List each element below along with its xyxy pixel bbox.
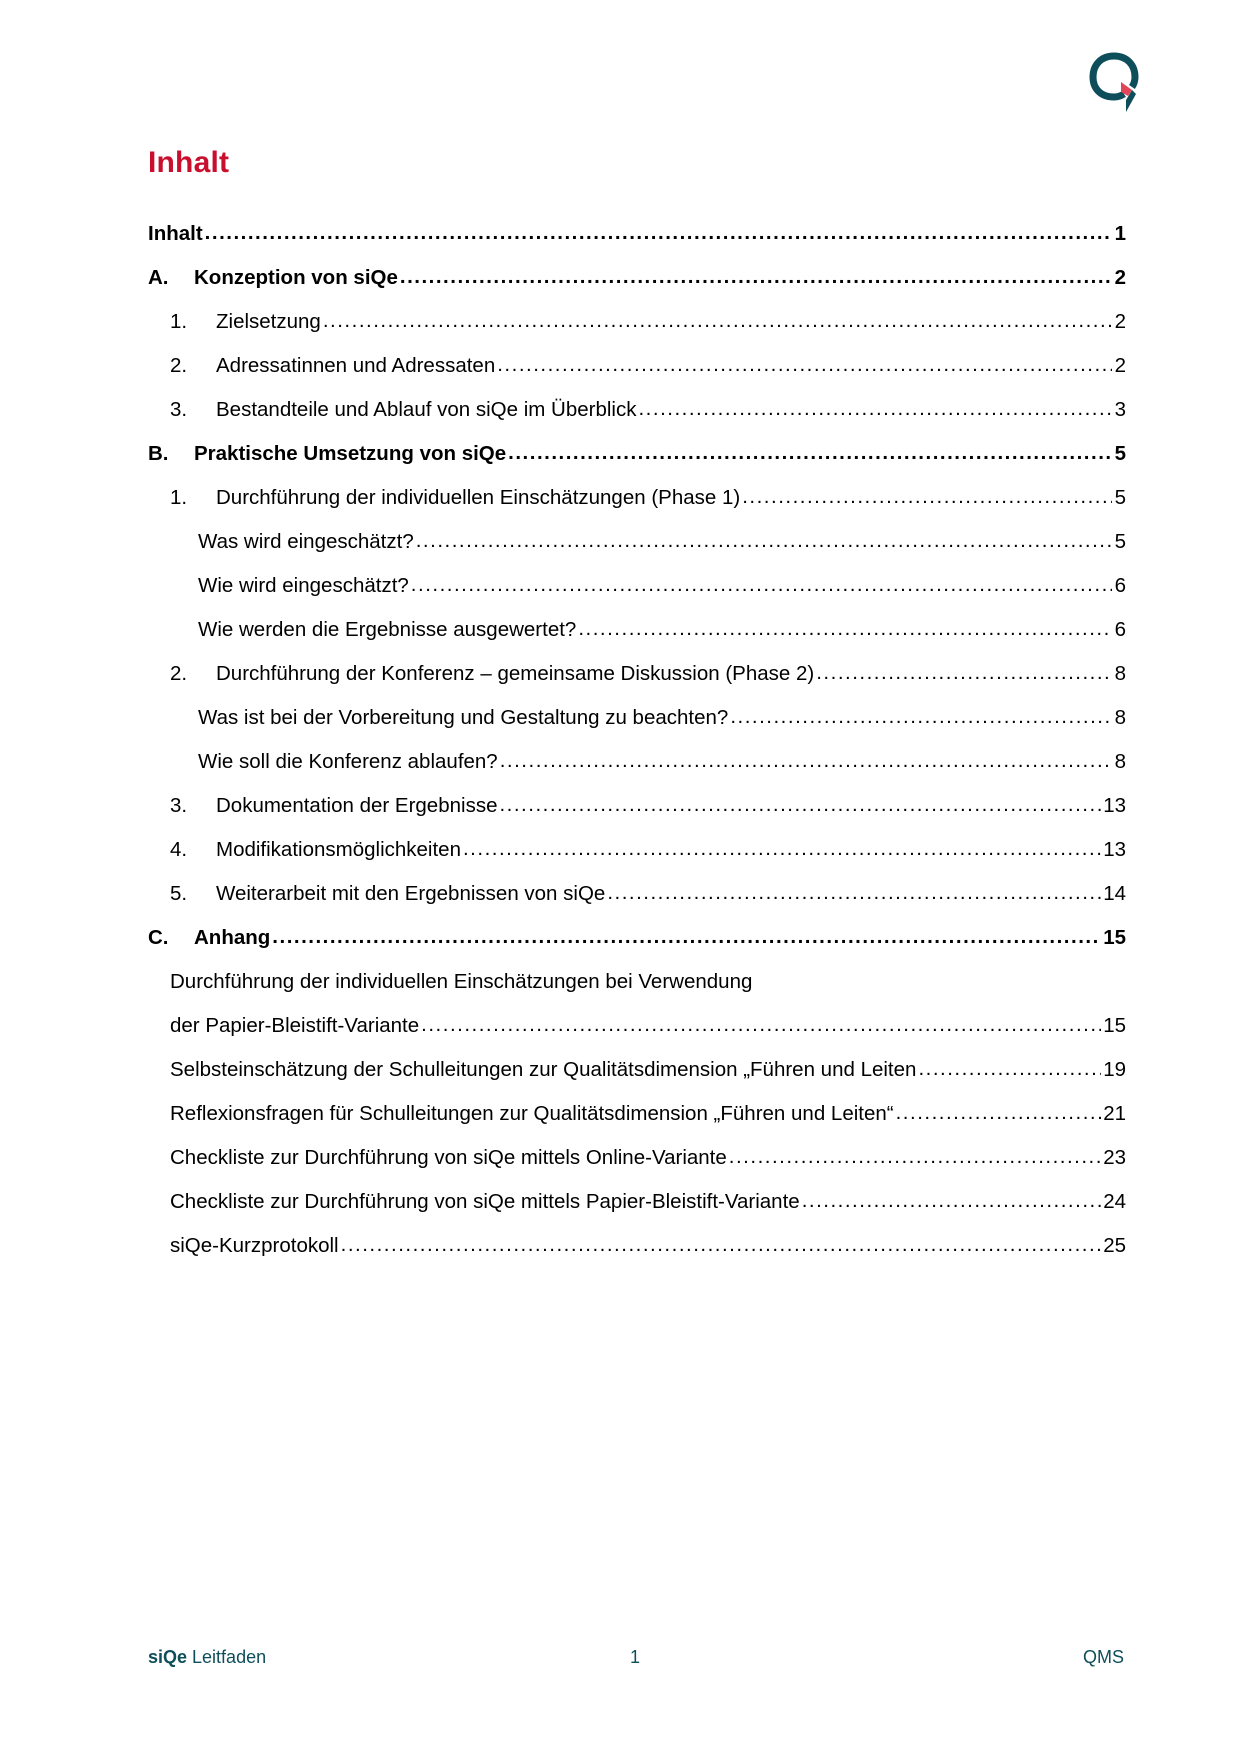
toc-entry-title: Dokumentation der Ergebnisse: [216, 794, 498, 817]
toc-dot-leader: [578, 617, 1112, 641]
toc-entry-page: 15: [1103, 926, 1126, 949]
toc-entry-page: 19: [1103, 1058, 1126, 1081]
toc-dot-leader: [499, 793, 1101, 817]
toc-dot-leader: [896, 1101, 1102, 1125]
toc-entry[interactable]: [148, 750, 1126, 794]
toc-entry-title: Konzeption von siQe: [194, 266, 398, 289]
toc-entry-page: 25: [1103, 1234, 1126, 1257]
toc-entry-title: Selbsteinschätzung der Schulleitungen zur Qualitätsdimension „Führen und Leiten: [170, 1058, 917, 1081]
toc-dot-leader: [729, 1145, 1101, 1169]
toc-entry-page: 2: [1114, 310, 1126, 333]
toc-entry-page: 14: [1103, 882, 1126, 905]
toc-entry-title: Praktische Umsetzung von siQe: [194, 442, 507, 465]
toc-entry-number: 3.: [170, 794, 188, 817]
toc-entry[interactable]: [148, 794, 1126, 838]
toc-entry-page: 24: [1103, 1190, 1126, 1213]
toc-entry-title: Reflexionsfragen für Schulleitungen zur Qualitätsdimension „Führen und Leiten“: [170, 1102, 894, 1125]
toc-entry-title: Zielsetzung: [216, 310, 321, 333]
toc-entry[interactable]: [148, 354, 1126, 398]
toc-dot-leader: [816, 661, 1112, 685]
toc-entry[interactable]: [148, 222, 1126, 266]
toc-entry-page: 2: [1114, 266, 1126, 289]
toc-entry-title: Checkliste zur Durchführung von siQe mittels Online-Variante: [170, 1146, 727, 1169]
toc-entry-title: der Papier-Bleistift-Variante: [170, 1014, 420, 1037]
toc-entry[interactable]: [148, 442, 1126, 486]
toc-entry-page: 3: [1114, 398, 1126, 421]
toc-dot-leader: [508, 441, 1112, 465]
footer-organization: QMS: [1082, 1647, 1124, 1667]
toc-dot-leader: [500, 749, 1112, 773]
toc-entry-page: 1: [1114, 222, 1126, 245]
toc-entry-title: Was ist bei der Vorbereitung und Gestaltung zu beachten?: [198, 706, 729, 729]
toc-entry[interactable]: [148, 882, 1126, 926]
footer-doc-label: Leitfaden: [187, 1647, 267, 1667]
toc-entry-page: 5: [1114, 530, 1126, 553]
toc-entry[interactable]: [148, 266, 1126, 310]
toc-dot-leader: [272, 925, 1101, 949]
toc-entry[interactable]: [148, 618, 1126, 662]
toc-dot-leader: [802, 1189, 1102, 1213]
toc-entry-page: 8: [1114, 706, 1126, 729]
toc-entry[interactable]: [148, 970, 1126, 1014]
toc-entry-number: 2.: [170, 354, 188, 377]
toc-dot-leader: [497, 353, 1112, 377]
toc-entry-number: 2.: [170, 662, 188, 685]
toc-dot-leader: [638, 397, 1112, 421]
toc-entry[interactable]: [148, 1146, 1126, 1190]
toc-dot-leader: [918, 1057, 1101, 1081]
toc-entry-title: Checkliste zur Durchführung von siQe mittels Papier-Bleistift-Variante: [170, 1190, 800, 1213]
toc-entry-page: 8: [1114, 662, 1126, 685]
toc-entry-title: siQe-Kurzprotokoll: [170, 1234, 339, 1257]
toc-entry-page: 5: [1114, 486, 1126, 509]
toc-entry-title: Anhang: [194, 926, 271, 949]
table-of-contents: [148, 222, 1126, 1278]
toc-dot-leader: [607, 881, 1101, 905]
toc-dot-leader: [205, 221, 1112, 245]
toc-entry[interactable]: [148, 662, 1126, 706]
page-title: Inhalt: [148, 146, 230, 179]
toc-entry[interactable]: [148, 1234, 1126, 1278]
toc-entry-page: 6: [1114, 618, 1126, 641]
toc-entry-page: 15: [1103, 1014, 1126, 1037]
toc-dot-leader: [742, 485, 1112, 509]
toc-entry-number: C.: [148, 926, 169, 949]
toc-entry[interactable]: [148, 1058, 1126, 1102]
toc-entry-title: Durchführung der individuellen Einschätzungen (Phase 1): [216, 486, 741, 509]
toc-entry[interactable]: [148, 574, 1126, 618]
toc-dot-leader: [730, 705, 1112, 729]
toc-dot-leader: [400, 265, 1112, 289]
toc-entry-number: 4.: [170, 838, 188, 861]
toc-entry-title: Weiterarbeit mit den Ergebnissen von siQe: [216, 882, 606, 905]
toc-entry-title: Wie wird eingeschätzt?: [198, 574, 409, 597]
toc-entry-page: 2: [1114, 354, 1126, 377]
toc-entry[interactable]: [148, 1190, 1126, 1234]
toc-dot-leader: [411, 573, 1112, 597]
toc-dot-leader: [421, 1013, 1101, 1037]
toc-entry-number: 3.: [170, 398, 188, 421]
toc-entry-number: 1.: [170, 486, 188, 509]
toc-entry[interactable]: [148, 398, 1126, 442]
toc-dot-leader: [341, 1233, 1102, 1257]
toc-entry-page: 23: [1103, 1146, 1126, 1169]
toc-entry[interactable]: [148, 926, 1126, 970]
toc-entry[interactable]: [148, 310, 1126, 354]
toc-dot-leader: [323, 309, 1112, 333]
toc-entry-title: Wie werden die Ergebnisse ausgewertet?: [198, 618, 577, 641]
toc-entry[interactable]: [148, 1102, 1126, 1146]
logo-ring-right: [1114, 56, 1135, 87]
toc-entry-number: A.: [148, 266, 169, 289]
toc-entry[interactable]: [148, 486, 1126, 530]
toc-entry-page: 8: [1114, 750, 1126, 773]
toc-entry-page: 13: [1103, 794, 1126, 817]
toc-entry-page: 21: [1103, 1102, 1126, 1125]
footer-brand: siQe: [148, 1647, 188, 1667]
toc-dot-leader: [463, 837, 1101, 861]
toc-entry-title: Wie soll die Konferenz ablaufen?: [198, 750, 498, 773]
toc-entry[interactable]: [148, 1014, 1126, 1058]
toc-entry-number: 5.: [170, 882, 188, 905]
toc-entry-title: Inhalt: [148, 222, 203, 245]
toc-entry-title: Was wird eingeschätzt?: [198, 530, 414, 553]
toc-entry-number: 1.: [170, 310, 188, 333]
toc-entry-title: Modifikationsmöglichkeiten: [216, 838, 461, 861]
footer-page-number: 1: [630, 1647, 641, 1667]
toc-entry[interactable]: [148, 706, 1126, 750]
toc-entry-page: 5: [1114, 442, 1126, 465]
toc-entry[interactable]: [148, 530, 1126, 574]
q-logo-icon: [1088, 52, 1140, 114]
logo-ring: [1093, 56, 1124, 97]
toc-entry-number: B.: [148, 442, 169, 465]
toc-entry-title: Adressatinnen und Adressaten: [216, 354, 496, 377]
toc-entry-page: 6: [1114, 574, 1126, 597]
toc-entry-title: Bestandteile und Ablauf von siQe im Überblick: [216, 398, 637, 421]
toc-entry-title: Durchführung der Konferenz – gemeinsame Diskussion (Phase 2): [216, 662, 815, 685]
footer-document-title: [148, 1647, 266, 1668]
toc-entry-title: Durchführung der individuellen Einschätzungen bei Verwendung: [170, 970, 753, 993]
toc-entry-page: 13: [1103, 838, 1126, 861]
toc-dot-leader: [416, 529, 1112, 553]
toc-entry[interactable]: [148, 838, 1126, 882]
